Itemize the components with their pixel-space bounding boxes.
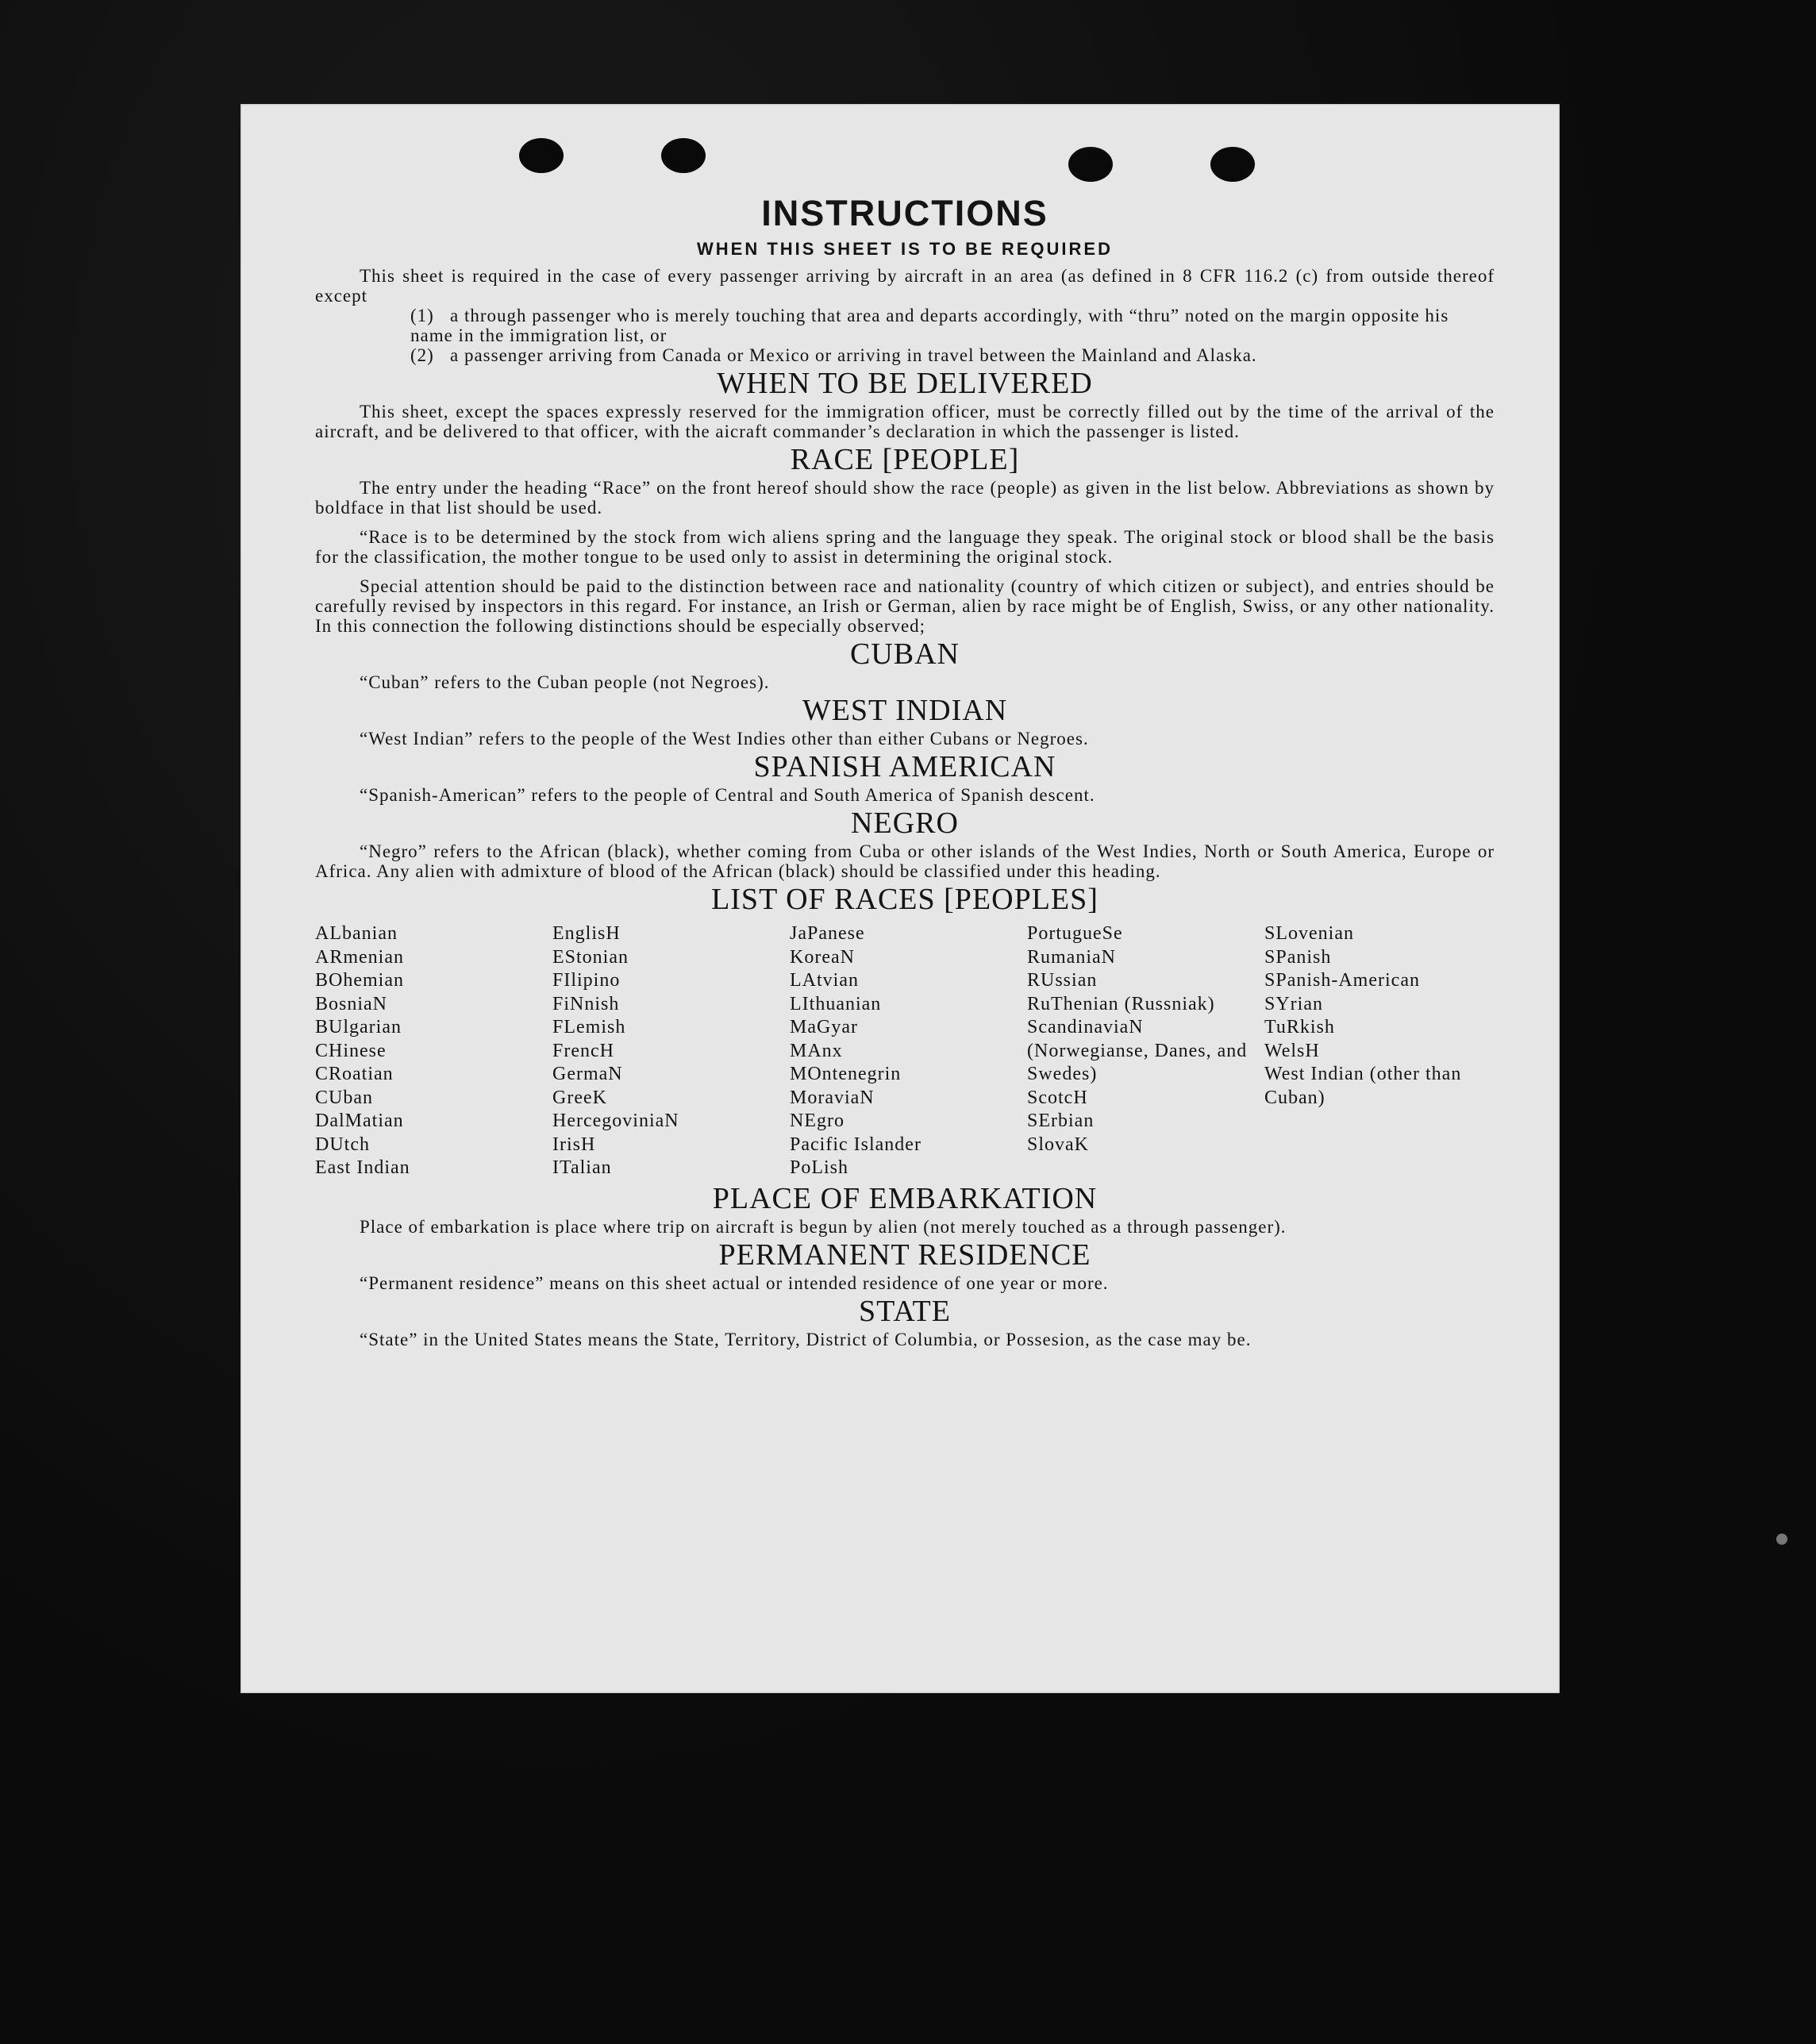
page-subtitle: WHEN THIS SHEET IS TO BE REQUIRED xyxy=(697,239,1113,259)
exception-item xyxy=(410,306,1495,345)
race-entry: ScandinaviaN (Norwegianse, Danes, and Swedes) xyxy=(1027,1017,1248,1084)
race-entry: LAtvian xyxy=(790,970,859,991)
heading-race: RACE [PEOPLE] xyxy=(790,443,1020,476)
race-entry: MAnx xyxy=(790,1040,843,1061)
race-entry: BosniaN xyxy=(315,993,387,1014)
race-paragraph-1: The entry under the heading “Race” on the front hereof should show the race (people) as given in the list below. Abbreviations as shown by boldface in that list should be used. xyxy=(315,478,1495,518)
race-entry: EStonian xyxy=(552,946,629,968)
negro-paragraph: “Negro” refers to the African (black), whether coming from Cuba or other islands of the West Indies, North or South America, Europe or Africa. Any alien with admixture of blood of the African (black) should be classified under this heading. xyxy=(315,841,1495,881)
heading-cuban: CUBAN xyxy=(849,637,960,671)
race-entry: CRoatian xyxy=(315,1064,394,1084)
race-entry: KoreaN xyxy=(790,946,855,968)
punch-hole xyxy=(519,138,564,173)
race-entry: WelsH xyxy=(1264,1040,1320,1061)
race-entry: BUlgarian xyxy=(315,1017,402,1037)
races-column xyxy=(790,922,1020,1180)
exception-number: (1) xyxy=(410,306,434,325)
race-entry: FiNnish xyxy=(552,993,620,1014)
race-entry: PoLish xyxy=(790,1157,849,1178)
race-entry: East Indian xyxy=(315,1157,410,1178)
race-paragraph-3: Special attention should be paid to the distinction between race and nationality (country of which citizen or subject), and entries should be carefully revised by inspectors in this regard. For instance, an Irish or German, alien by race might be of English, Swiss, or any other nationality. In this connection the following distinctions should be especially observed; xyxy=(315,576,1495,636)
race-entry: CUban xyxy=(315,1087,373,1108)
document-content xyxy=(315,191,1495,1349)
race-entry: ITalian xyxy=(552,1157,612,1178)
heading-state: STATE xyxy=(859,1294,951,1328)
residence-paragraph: “Permanent residence” means on this sheet actual or intended residence of one year or more. xyxy=(360,1272,1109,1293)
heading-permanent-residence: PERMANENT RESIDENCE xyxy=(718,1238,1091,1272)
state-paragraph: “State” in the United States means the State, Territory, District of Columbia, or Possesion, as the case may be. xyxy=(360,1329,1252,1349)
race-entry: TuRkish xyxy=(1264,1017,1335,1037)
race-entry: MoraviaN xyxy=(790,1087,875,1108)
race-entry: FrencH xyxy=(552,1040,614,1061)
race-entry: ScotcH xyxy=(1027,1087,1088,1108)
race-entry: NEgro xyxy=(790,1111,845,1131)
race-entry: JaPanese xyxy=(790,923,865,944)
races-list xyxy=(315,922,1495,1180)
race-entry: GermaN xyxy=(552,1064,623,1084)
heading-negro: NEGRO xyxy=(851,806,959,840)
race-entry: FIlipino xyxy=(552,970,621,991)
race-entry: Pacific Islander xyxy=(790,1134,921,1155)
race-entry: IrisH xyxy=(552,1134,596,1155)
race-entry: HercegoviniaN xyxy=(552,1111,679,1131)
page-title: INSTRUCTIONS xyxy=(761,193,1048,233)
race-entry: BOhemian xyxy=(315,970,404,991)
race-entry: SLovenian xyxy=(1264,923,1354,944)
spanish-american-paragraph: “Spanish-American” refers to the people of Central and South America of Spanish descent. xyxy=(360,785,1095,805)
exception-item xyxy=(410,345,1495,365)
race-entry: SlovaK xyxy=(1027,1134,1089,1155)
heading-list-of-races: LIST OF RACES [PEOPLES] xyxy=(711,883,1098,916)
races-column xyxy=(1027,922,1257,1180)
race-entry: FLemish xyxy=(552,1017,626,1037)
race-entry: West Indian (other than Cuban) xyxy=(1264,1064,1462,1108)
race-entry: DUtch xyxy=(315,1134,370,1155)
race-entry: ALbanian xyxy=(315,923,398,944)
west-indian-paragraph: “West Indian” refers to the people of the West Indies other than either Cubans or Negroes. xyxy=(360,729,1089,749)
race-entry: GreeK xyxy=(552,1087,607,1108)
race-entry: MaGyar xyxy=(790,1017,858,1037)
punch-hole xyxy=(661,138,706,173)
punch-hole xyxy=(1210,147,1255,182)
race-entry: EnglisH xyxy=(552,923,621,944)
races-column xyxy=(552,922,783,1180)
cuban-paragraph: “Cuban” refers to the Cuban people (not Negroes). xyxy=(360,672,770,692)
race-entry: ARmenian xyxy=(315,946,404,968)
race-entry: DalMatian xyxy=(315,1111,404,1131)
race-entry: SYrian xyxy=(1264,993,1323,1014)
dust-speck xyxy=(1776,1534,1787,1545)
races-column xyxy=(315,922,545,1180)
race-entry: SPanish xyxy=(1264,946,1332,968)
document-sheet xyxy=(240,104,1560,1693)
race-entry: RuThenian (Russniak) xyxy=(1027,993,1215,1014)
race-entry: MOntenegrin xyxy=(790,1064,902,1084)
heading-west-indian: WEST INDIAN xyxy=(802,694,1008,727)
intro-paragraph: This sheet is required in the case of every passenger arriving by aircraft in an area (as defined in 8 CFR 116.2 (c) from outside thereof except xyxy=(315,266,1495,306)
race-entry: PortugueSe xyxy=(1027,923,1123,944)
race-entry: CHinese xyxy=(315,1040,387,1061)
race-entry: SErbian xyxy=(1027,1111,1095,1131)
heading-spanish-american: SPANISH AMERICAN xyxy=(753,750,1056,783)
race-paragraph-2: “Race is to be determined by the stock from wich aliens spring and the language they speak. The original stock or blood shall be the basis for the classification, the mother tongue to be used only to assist in determining the original stock. xyxy=(315,527,1495,567)
race-entry: SPanish-American xyxy=(1264,970,1420,991)
delivered-paragraph: This sheet, except the spaces expressly reserved for the immigration officer, must be correctly filled out by the time of the arrival of the aircraft, and be delivered to that officer, with the aicraft commander’s declaration in which the passenger is listed. xyxy=(315,402,1495,441)
heading-when-delivered: WHEN TO BE DELIVERED xyxy=(717,367,1093,400)
race-entry: LIthuanian xyxy=(790,993,882,1014)
heading-place-of-embarkation: PLACE OF EMBARKATION xyxy=(712,1181,1098,1215)
race-entry: RUssian xyxy=(1027,970,1098,991)
race-entry: RumaniaN xyxy=(1027,946,1116,968)
embarkation-paragraph: Place of embarkation is place where trip on aircraft is begun by alien (not merely touched as a through passenger). xyxy=(360,1216,1287,1237)
exception-text: a passenger arriving from Canada or Mexico or arriving in travel between the Mainland and Alaska. xyxy=(450,345,1257,365)
exception-text: a through passenger who is merely touching that area and departs accordingly, with “thru” noted on the margin opposite his name in the immigration list, or xyxy=(410,306,1449,345)
races-column xyxy=(1264,922,1495,1180)
exception-number: (2) xyxy=(410,345,434,365)
punch-hole xyxy=(1068,147,1113,182)
